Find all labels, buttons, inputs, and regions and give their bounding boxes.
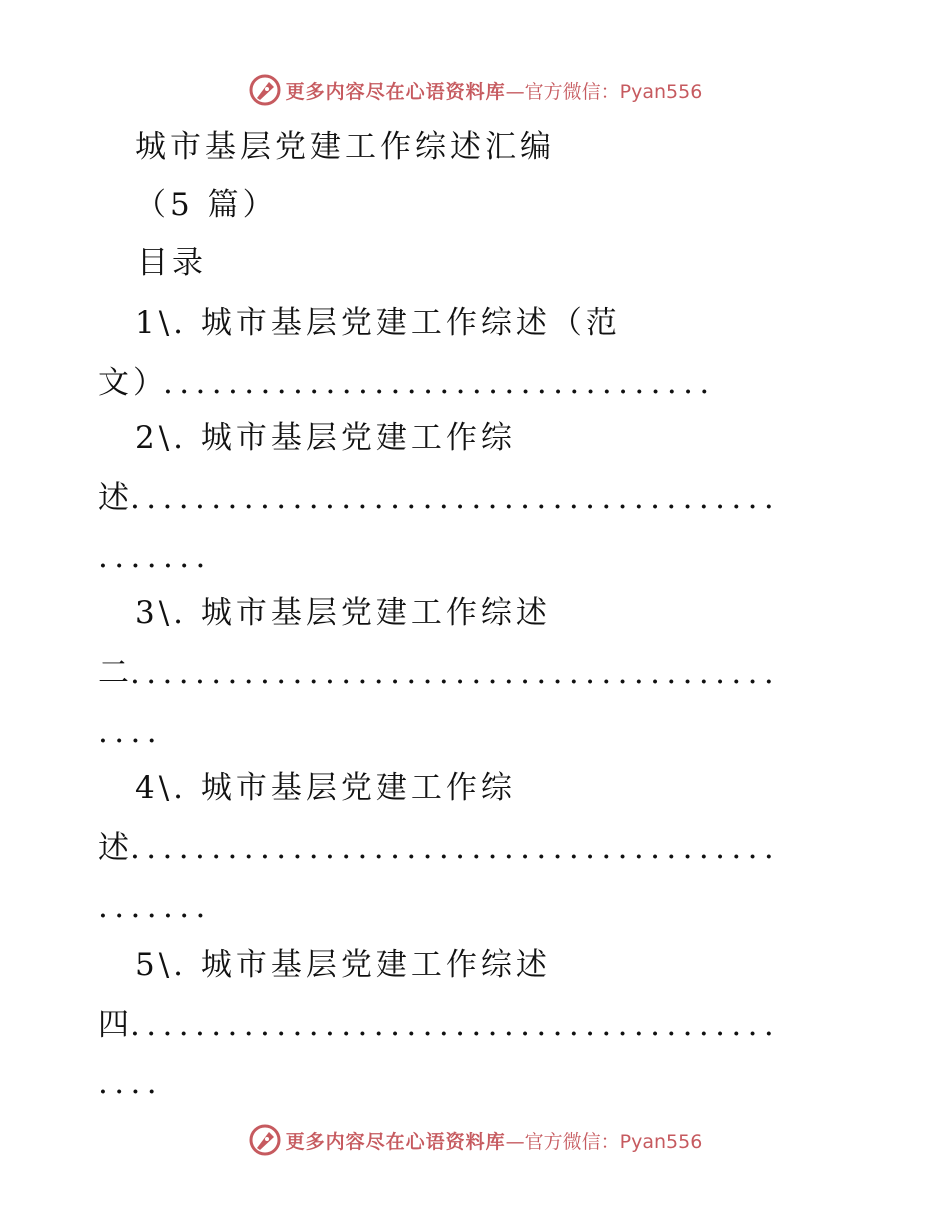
- watermark-wechat: —官方微信：Pyan556: [505, 80, 703, 103]
- toc-entry-2-title-cont[interactable]: 述: [98, 480, 133, 516]
- toc-entry-4-title-cont[interactable]: 述: [98, 830, 133, 866]
- toc-entry-1-leader-dots: ..................................: [163, 365, 716, 401]
- toc-entry-1-title-cont[interactable]: 文）: [98, 365, 168, 401]
- toc-entry-4-leader-dots: ........................................: [130, 830, 781, 866]
- toc-entry-3-leader-dots-cont: ....: [98, 714, 164, 750]
- toc-entry-3-title[interactable]: 3\. 城市基层党建工作综述: [135, 595, 551, 631]
- toc-entry-3-leader-dots: ........................................: [130, 655, 781, 691]
- toc-entry-2-leader-dots: ........................................: [130, 480, 781, 516]
- toc-entry-5-title[interactable]: 5\. 城市基层党建工作综述: [135, 947, 551, 983]
- document-title: 城市基层党建工作综述汇编: [135, 129, 555, 165]
- toc-entry-2-leader-dots-cont: .......: [98, 539, 212, 575]
- toc-entry-4-title[interactable]: 4\. 城市基层党建工作综: [135, 770, 516, 806]
- toc-entry-5-leader-dots-cont: ....: [98, 1065, 164, 1101]
- footer-watermark: [0, 1120, 950, 1160]
- toc-heading: 目录: [137, 245, 207, 281]
- toc-entry-5-leader-dots: ........................................: [130, 1007, 781, 1043]
- document-subtitle: （5 篇）: [135, 187, 278, 223]
- toc-entry-5-title-cont[interactable]: 四: [98, 1007, 133, 1043]
- toc-entry-1-title[interactable]: 1\. 城市基层党建工作综述（范: [135, 305, 621, 341]
- watermark-text: 更多内容尽在心语资料库: [285, 80, 506, 103]
- watermark-text: 更多内容尽在心语资料库: [285, 1130, 506, 1153]
- pen-nib-logo-icon: [248, 1123, 282, 1157]
- toc-entry-4-leader-dots-cont: .......: [98, 889, 212, 925]
- watermark-wechat: —官方微信：Pyan556: [505, 1130, 703, 1153]
- toc-entry-2-title[interactable]: 2\. 城市基层党建工作综: [135, 420, 516, 456]
- pen-nib-logo-icon: [248, 73, 282, 107]
- header-watermark: [0, 70, 950, 110]
- toc-entry-3-title-cont[interactable]: 二: [98, 655, 133, 691]
